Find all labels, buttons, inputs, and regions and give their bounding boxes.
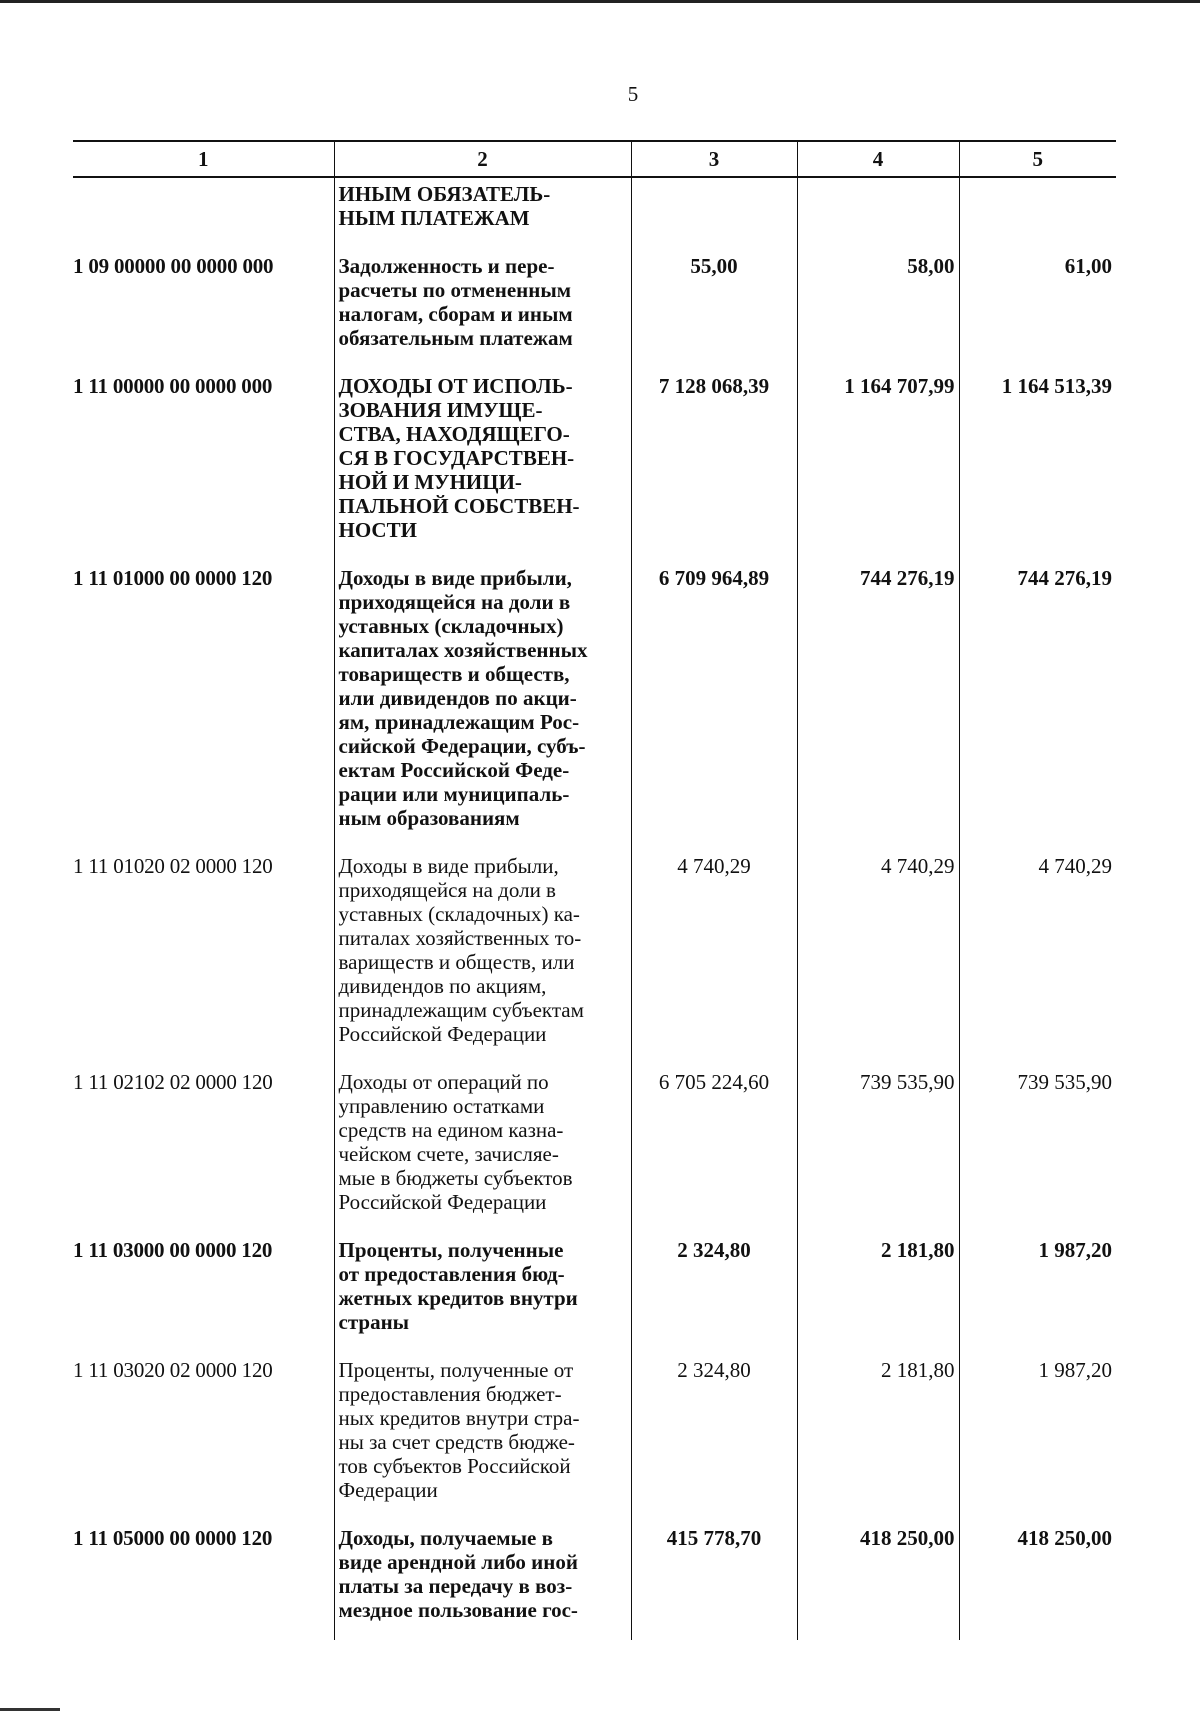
column-header-3: 3 [631, 141, 797, 177]
revenue-name-text: Доходы, получаемые в виде арендной либо иной платы за передачу в воз- мездное пользование гос- [338, 1526, 578, 1622]
budget-code-text: 1 11 01000 00 0000 120 [73, 566, 273, 590]
amount-col4-text: 58,00 [907, 254, 955, 278]
revenue-name-text: ИНЫМ ОБЯЗАТЕЛЬ- НЫМ ПЛАТЕЖАМ [338, 182, 551, 230]
revenue-name-text: Доходы от операций по управлению остатками средств на едином казна- чейском счете, зачисляе- мые в бюджеты субъектов Российской Федерации [338, 1070, 573, 1214]
amount-col5-text: 739 535,90 [1017, 1070, 1112, 1094]
amount-col5-cell [959, 248, 1116, 368]
column-header-2: 2 [334, 141, 631, 177]
budget-revenue-table [73, 140, 1116, 1640]
table-row [73, 1232, 1116, 1352]
amount-col4-text: 739 535,90 [860, 1070, 955, 1094]
amount-col3-text: 6 705 224,60 [658, 1070, 770, 1094]
amount-col5-text: 1 987,20 [1038, 1238, 1112, 1262]
budget-code-cell [73, 1232, 334, 1352]
amount-col5-text: 4 740,29 [1038, 854, 1112, 878]
amount-col5-cell [959, 1232, 1116, 1352]
revenue-name-cell [334, 1352, 631, 1520]
column-header-4: 4 [797, 141, 959, 177]
amount-col5-cell [959, 848, 1116, 1064]
amount-col5-text: 61,00 [1064, 254, 1112, 278]
amount-col5-cell [959, 1352, 1116, 1520]
amount-col4-cell [797, 1520, 959, 1640]
revenue-name-text: ДОХОДЫ ОТ ИСПОЛЬ- ЗОВАНИЯ ИМУЩЕ- СТВА, НАХОДЯЩЕГО- СЯ В ГОСУДАРСТВЕН- НОЙ И МУНИЦИ- ПАЛЬНОЙ СОБСТВЕН- НОСТИ [338, 374, 580, 542]
amount-col5-cell [959, 368, 1116, 560]
revenue-name-cell [334, 1064, 631, 1232]
amount-col4-text: 744 276,19 [860, 566, 955, 590]
amount-col5-cell [959, 1064, 1116, 1232]
amount-col4-cell [797, 560, 959, 848]
amount-col4-cell [797, 848, 959, 1064]
revenue-name-text: Доходы в виде прибыли, приходящейся на доли в уставных (складочных) ка- питалах хозяйственных то- вариществ и обществ, или дивидендов по акциям, принадлежащим субъектам Российской Федерации [338, 854, 584, 1046]
revenue-name-cell [334, 177, 631, 248]
amount-col3-cell [631, 1352, 797, 1520]
budget-code-cell [73, 368, 334, 560]
table-row [73, 177, 1116, 248]
table-body [73, 177, 1116, 1640]
budget-table-container [73, 140, 1116, 1640]
amount-col4-cell [797, 248, 959, 368]
amount-col3-text: 6 709 964,89 [658, 566, 770, 590]
amount-col4-cell [797, 1232, 959, 1352]
budget-code-cell [73, 1352, 334, 1520]
amount-col3-cell [631, 248, 797, 368]
amount-col3-text: 7 128 068,39 [658, 374, 770, 398]
header-row [73, 141, 1116, 177]
amount-col5-text: 418 250,00 [1017, 1526, 1112, 1550]
column-header-5: 5 [959, 141, 1116, 177]
budget-code-cell [73, 177, 334, 248]
table-row [73, 848, 1116, 1064]
amount-col4-cell [797, 1352, 959, 1520]
amount-col4-text: 2 181,80 [881, 1358, 955, 1382]
amount-col5-text: 744 276,19 [1017, 566, 1112, 590]
amount-col5-text: 1 164 513,39 [1001, 374, 1112, 398]
table-row [73, 1520, 1116, 1640]
revenue-name-cell [334, 560, 631, 848]
revenue-name-cell [334, 248, 631, 368]
revenue-name-text: Задолженность и пере- расчеты по отмененным налогам, сборам и иным обязательным платежам [338, 254, 573, 350]
amount-col4-cell [797, 177, 959, 248]
budget-code-text: 1 11 01020 02 0000 120 [73, 854, 273, 878]
amount-col3-text: 2 324,80 [677, 1358, 751, 1382]
amount-col4-cell [797, 368, 959, 560]
revenue-name-cell [334, 1520, 631, 1640]
column-header-1: 1 [73, 141, 334, 177]
amount-col4-text: 418 250,00 [860, 1526, 955, 1550]
budget-code-cell [73, 1520, 334, 1640]
page-number: 5 [627, 82, 639, 106]
amount-col4-cell [797, 1064, 959, 1232]
scan-edge [0, 0, 1200, 3]
budget-code-cell [73, 248, 334, 368]
budget-code-cell [73, 848, 334, 1064]
table-row [73, 560, 1116, 848]
budget-code-cell [73, 1064, 334, 1232]
amount-col3-cell [631, 368, 797, 560]
amount-col5-text: 1 987,20 [1038, 1358, 1112, 1382]
amount-col3-text: 2 324,80 [677, 1238, 751, 1262]
revenue-name-text: Проценты, полученные от предоставления бюджет- ных кредитов внутри стра- ны за счет средств бюдже- тов субъектов Российской Федерации [338, 1358, 580, 1502]
revenue-name-cell [334, 1232, 631, 1352]
amount-col3-cell [631, 1520, 797, 1640]
amount-col5-cell [959, 560, 1116, 848]
revenue-name-text: Доходы в виде прибыли, приходящейся на доли в уставных (складочных) капиталах хозяйственных товариществ и обществ, или дивидендов по акци- ям, принадлежащим Рос- сийской Федерации, субъ- ектам Российской Феде- рации или муниципаль- ным образованиям [338, 566, 588, 830]
revenue-name-cell [334, 368, 631, 560]
amount-col4-text: 4 740,29 [881, 854, 955, 878]
amount-col3-text: 55,00 [690, 254, 738, 278]
amount-col5-cell [959, 177, 1116, 248]
amount-col3-cell [631, 177, 797, 248]
budget-code-text: 1 11 02102 02 0000 120 [73, 1070, 273, 1094]
budget-code-text: 1 11 03020 02 0000 120 [73, 1358, 273, 1382]
table-row [73, 248, 1116, 368]
table-row [73, 1352, 1116, 1520]
amount-col3-text: 4 740,29 [677, 854, 751, 878]
amount-col3-cell [631, 1064, 797, 1232]
amount-col4-text: 1 164 707,99 [844, 374, 955, 398]
amount-col5-cell [959, 1520, 1116, 1640]
budget-code-cell [73, 560, 334, 848]
budget-code-text: 1 11 03000 00 0000 120 [73, 1238, 273, 1262]
revenue-name-cell [334, 848, 631, 1064]
table-row [73, 368, 1116, 560]
revenue-name-text: Проценты, полученные от предоставления бюд- жетных кредитов внутри страны [338, 1238, 578, 1334]
amount-col3-cell [631, 1232, 797, 1352]
amount-col3-cell [631, 560, 797, 848]
budget-code-text: 1 11 05000 00 0000 120 [73, 1526, 273, 1550]
amount-col3-cell [631, 848, 797, 1064]
amount-col3-text: 415 778,70 [666, 1526, 762, 1550]
budget-code-text: 1 11 00000 00 0000 000 [73, 374, 273, 398]
budget-code-text: 1 09 00000 00 0000 000 [73, 254, 274, 278]
table-row [73, 1064, 1116, 1232]
table-header [73, 141, 1116, 177]
scan-footer-mark [0, 1708, 60, 1711]
amount-col4-text: 2 181,80 [881, 1238, 955, 1262]
